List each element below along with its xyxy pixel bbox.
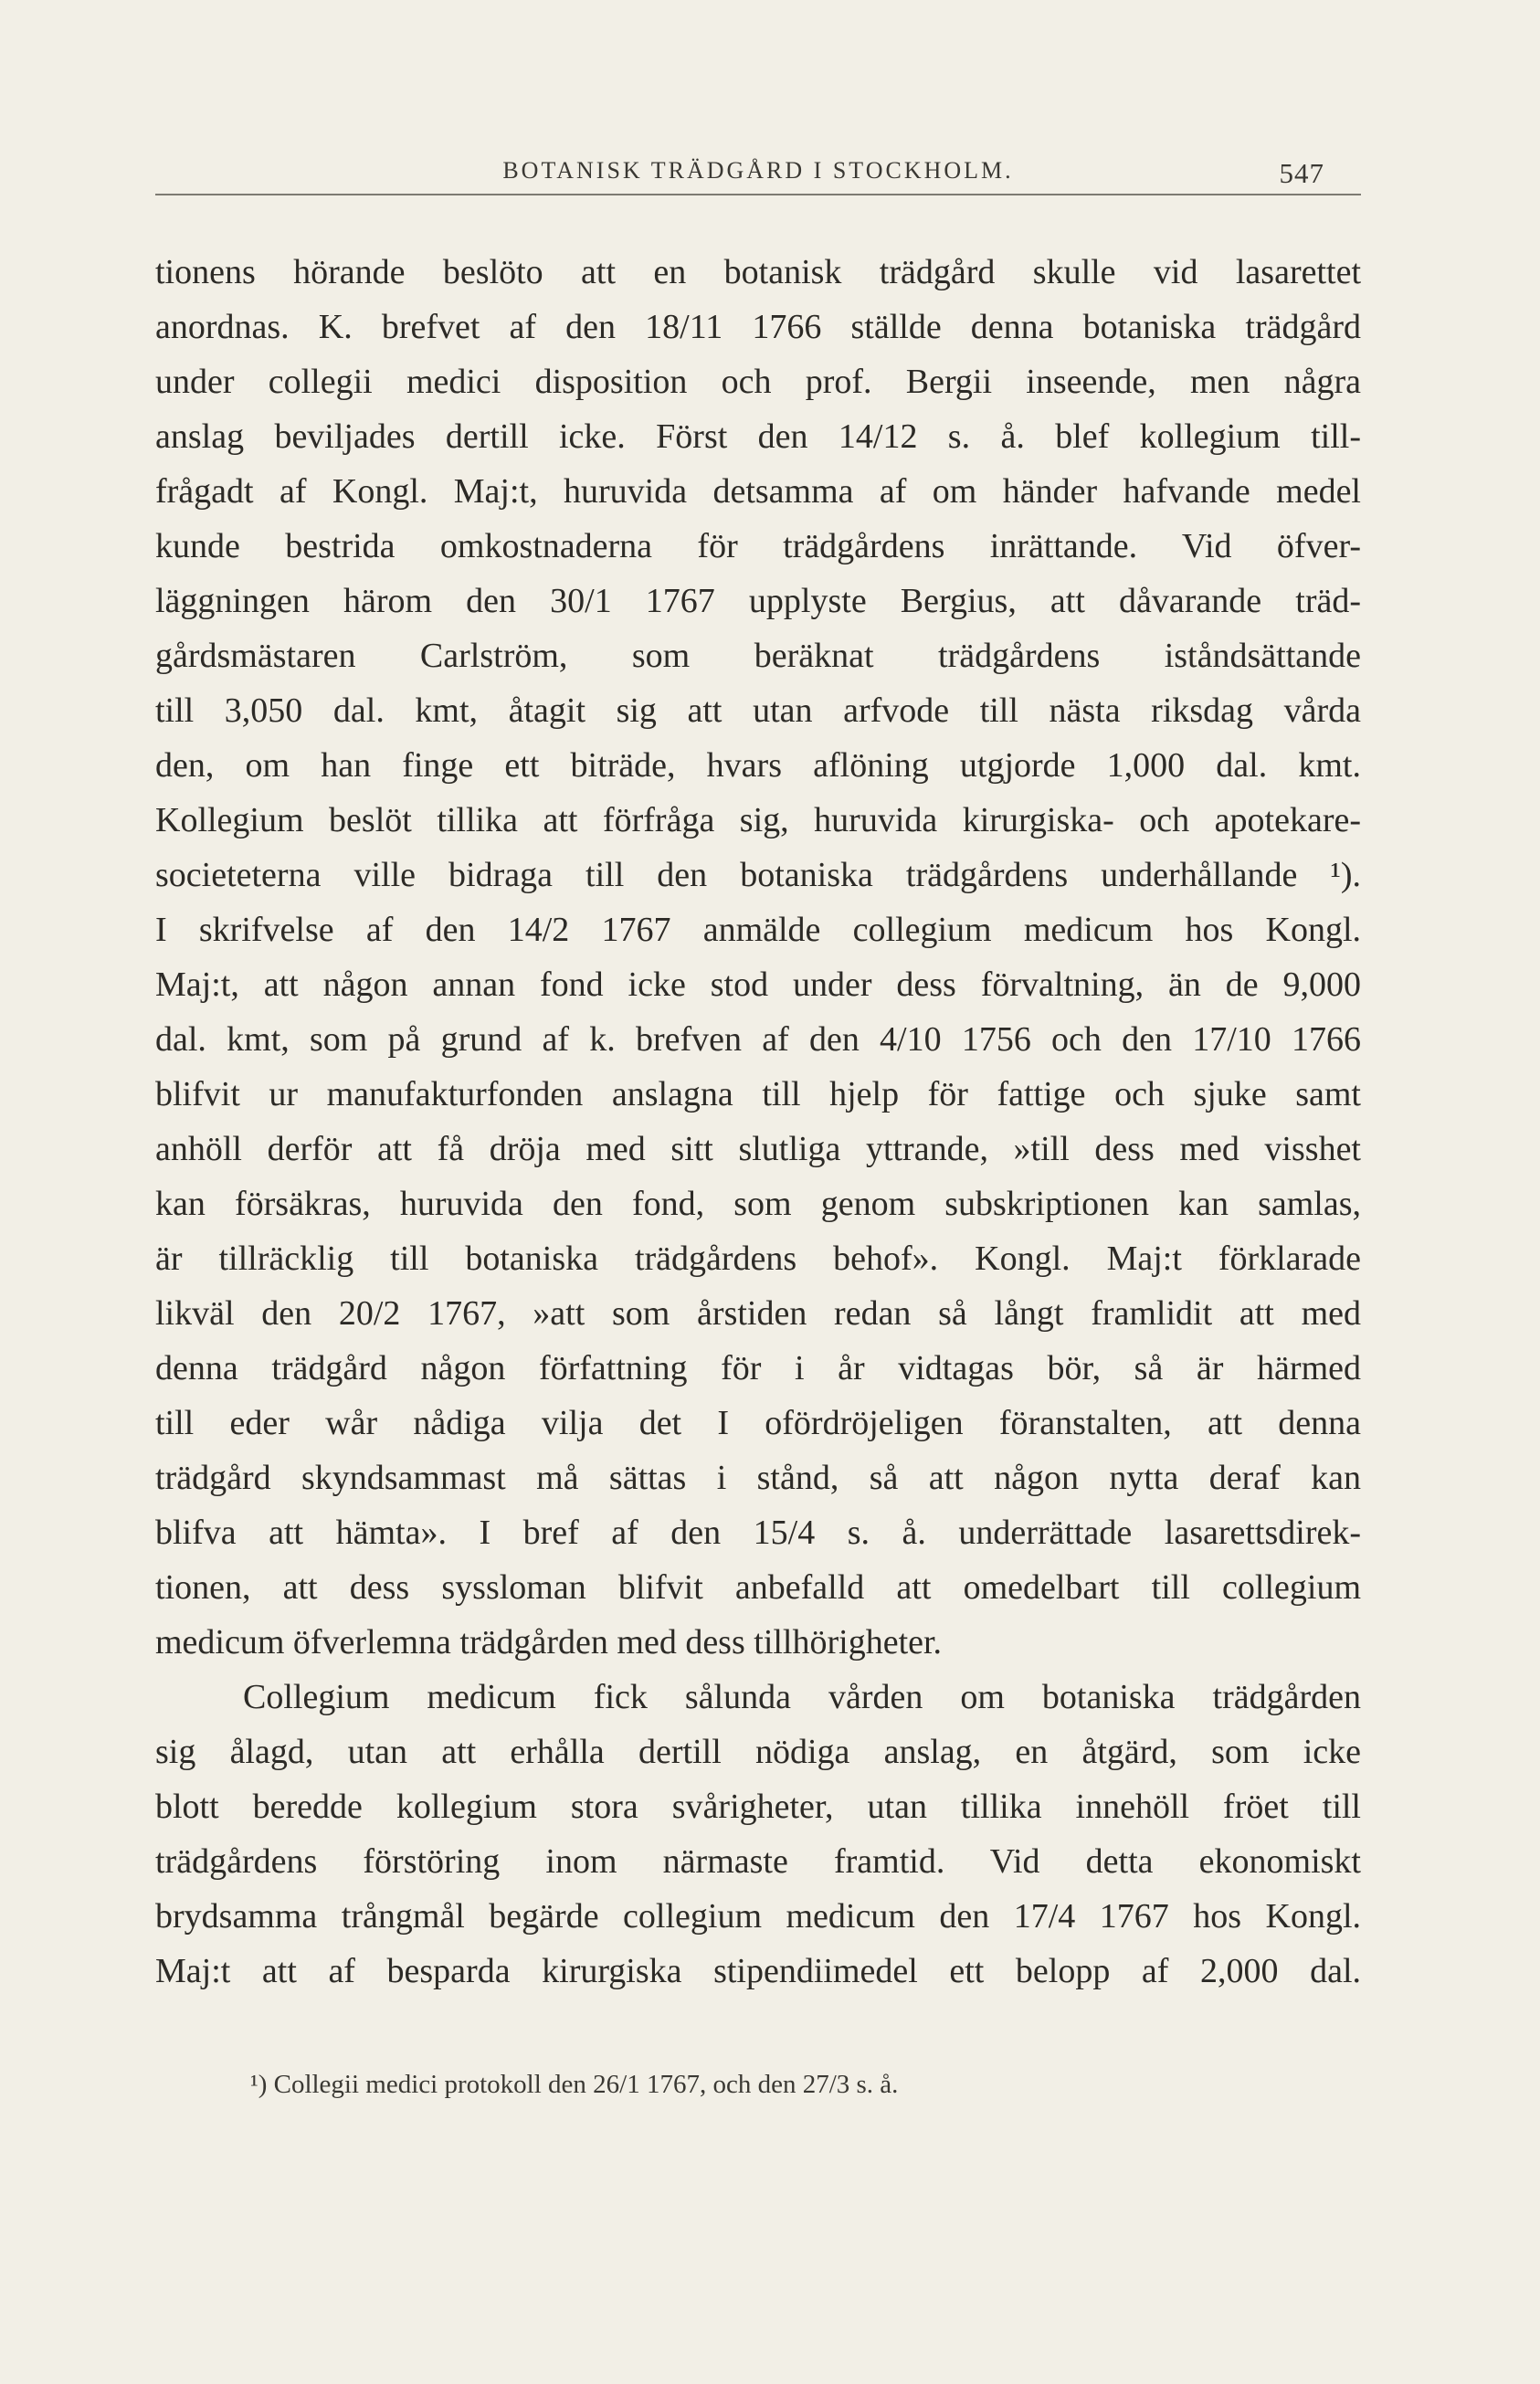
text-line: Kollegium beslöt tillika att förfråga sig, huruvida kirurgiska- och apotekare- (155, 801, 1361, 839)
text-line: I skrifvelse af den 14/2 1767 anmälde collegium medicum hos Kongl. (155, 911, 1361, 949)
text-line: den, om han finge ett biträde, hvars aflöning utgjorde 1,000 dal. kmt. (155, 746, 1361, 785)
text-line: kunde bestrida omkostnaderna för trädgårdens inrättande. Vid öfver- (155, 527, 1361, 565)
text-line: anordnas. K. brefvet af den 18/11 1766 ställde denna botaniska trädgård (155, 308, 1361, 346)
text-line: dal. kmt, som på grund af k. brefven af den 4/10 1756 och den 17/10 1766 (155, 1020, 1361, 1059)
text-line: anslag beviljades dertill icke. Först den 14/12 s. å. blef kollegium till- (155, 417, 1361, 456)
text-line: likväl den 20/2 1767, »att som årstiden redan så långt framlidit att med (155, 1294, 1361, 1333)
text-line: brydsamma trångmål begärde collegium medicum den 17/4 1767 hos Kongl. (155, 1897, 1361, 1936)
text-line: kan försäkras, huruvida den fond, som genom subskriptionen kan samlas, (155, 1185, 1361, 1223)
text-line: Maj:t, att någon annan fond icke stod under dess förvaltning, än de 9,000 (155, 965, 1361, 1004)
text-line: sig ålagd, utan att erhålla dertill nödiga anslag, en åtgärd, som icke (155, 1733, 1361, 1771)
text-line: är tillräcklig till botaniska trädgårdens behof». Kongl. Maj:t förklarade (155, 1239, 1361, 1278)
page-number: 547 (1279, 157, 1324, 189)
footnote: ¹) Collegii medici protokoll den 26/1 1767, och den 27/3 s. å. (250, 2070, 899, 2099)
header-rule (155, 194, 1361, 195)
text-line: Maj:t att af besparda kirurgiska stipendiimedel ett belopp af 2,000 dal. (155, 1952, 1361, 1990)
text-line: trädgård skyndsammast må sättas i stånd, så att någon nytta deraf kan (155, 1459, 1361, 1497)
text-line: anhöll derför att få dröja med sitt slutliga yttrande, »till dess med visshet (155, 1130, 1361, 1168)
text-line: blott beredde kollegium stora svårigheter, utan tillika innehöll fröet till (155, 1788, 1361, 1826)
text-line: gårdsmästaren Carlström, som beräknat trädgårdens iståndsättande (155, 637, 1361, 675)
text-line: denna trädgård någon författning för i år vidtagas bör, så är härmed (155, 1349, 1361, 1387)
page-header (155, 157, 1361, 197)
text-line: Collegium medicum fick sålunda vården om botaniska trädgården (243, 1678, 1361, 1716)
text-line: trädgårdens förstöring inom närmaste framtid. Vid detta ekonomiskt (155, 1842, 1361, 1881)
text-line: tionens hörande beslöto att en botanisk trädgård skulle vid lasarettet (155, 253, 1361, 291)
text-line: till 3,050 dal. kmt, åtagit sig att utan arfvode till nästa riksdag vårda (155, 691, 1361, 730)
text-line: till eder wår nådiga vilja det I ofördröjeligen föranstalten, att denna (155, 1404, 1361, 1442)
text-line: frågadt af Kongl. Maj:t, huruvida detsamma af om händer hafvande medel (155, 472, 1361, 511)
text-line: blifva att hämta». I bref af den 15/4 s. å. underrättade lasarettsdirek- (155, 1514, 1361, 1552)
text-line: societeterna ville bidraga till den botaniska trädgårdens underhållande ¹). (155, 856, 1361, 894)
running-head: BOTANISK TRÄDGÅRD I STOCKHOLM. (502, 157, 1014, 184)
text-line: tionen, att dess syssloman blifvit anbefalld att omedelbart till collegium (155, 1568, 1361, 1607)
body-text (155, 245, 1361, 1999)
text-line: läggningen härom den 30/1 1767 upplyste Bergius, att dåvarande träd- (155, 582, 1361, 620)
text-line: medicum öfverlemna trädgården med dess tillhörigheter. (155, 1623, 943, 1661)
text-line: under collegii medici disposition och prof. Bergii inseende, men några (155, 363, 1361, 401)
text-line: blifvit ur manufakturfonden anslagna till hjelp för fattige och sjuke samt (155, 1075, 1361, 1113)
